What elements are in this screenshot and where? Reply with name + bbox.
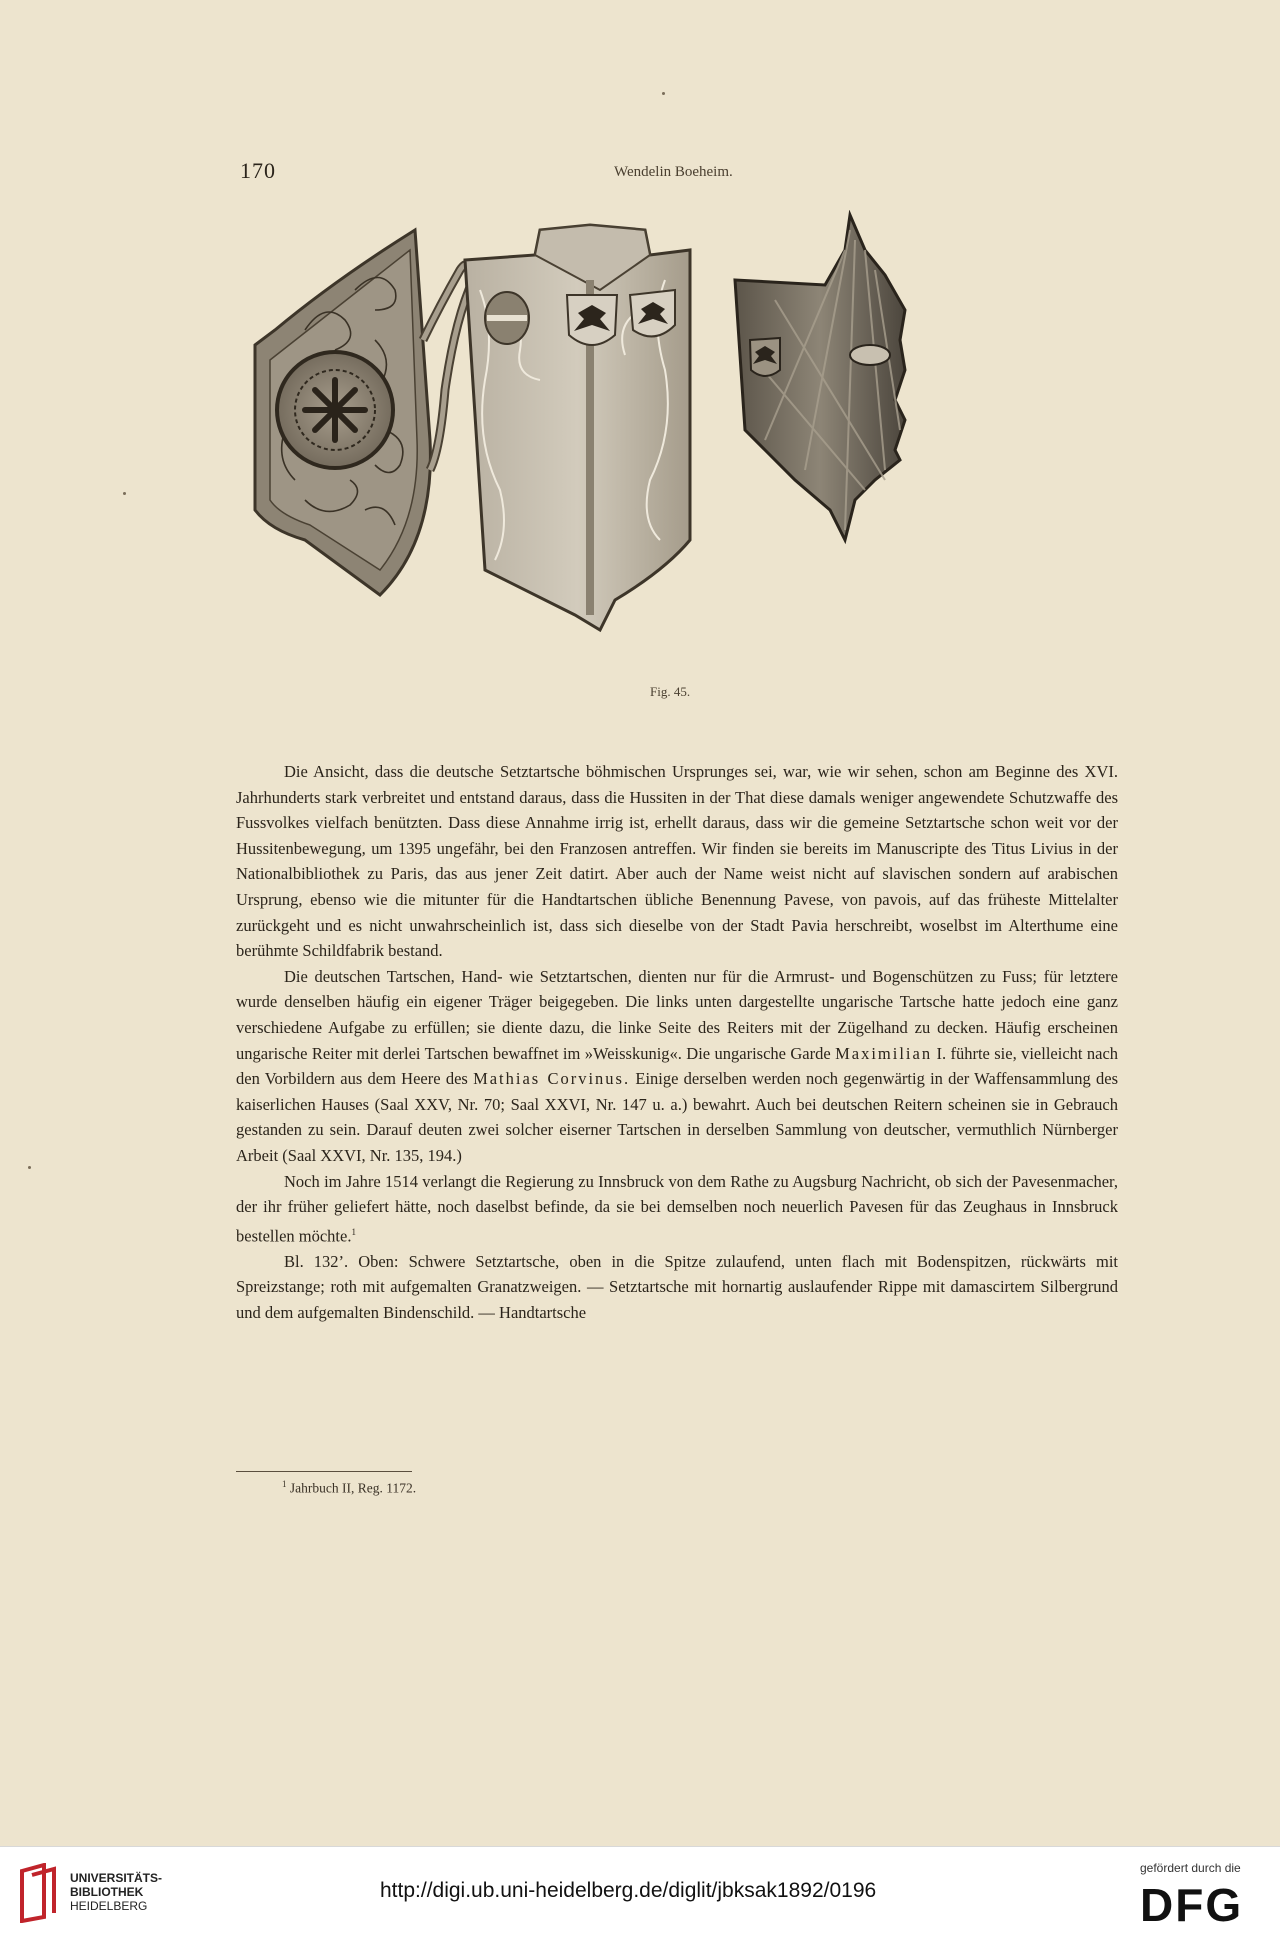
paragraph-text: Einige derselben werden noch gegenwärtig in der Waffensammlung des kaiserlichen Hauses (Saal XXV, Nr. 70; Saal XXVI, Nr. 147 u. a.) bewahrt. Auch bei deutschen Reitern scheinen sie in Gebrauch gestanden zu sein. Darauf deuten zwei solcher eiserner Tartschen in derselben Sammlung von deutscher, vermuthlich Nürnberger Arbeit (Saal XXVI, Nr. 135, 194.) (236, 1069, 1118, 1165)
figure-caption: Fig. 45. (650, 684, 691, 699)
digitization-footer (0, 1846, 1280, 1942)
body-text (236, 759, 1118, 1326)
library-name (70, 1871, 162, 1913)
paragraph: Bl. 132’. Oben: Schwere Setztartsche, oben in die Spitze zulaufend, unten flach mit Bodenspitzen, rückwärts mit Spreizstange; roth mit aufgemalten Granatzweigen. — Setztartsche mit hornartig auslaufender Rippe mit damascirtem Silbergrund und dem aufgemalten Bindenschild. — Handtartsche (236, 1251, 1118, 1322)
hungarian-shield (255, 230, 473, 595)
scan-speck (662, 92, 665, 95)
library-name-line: BIBLIOTHEK (70, 1885, 144, 1899)
footnote (282, 1479, 416, 1497)
library-name-line: UNIVERSITÄTS- (70, 1871, 163, 1885)
funded-by-label: gefördert durch die (1140, 1861, 1241, 1875)
footnote-marker[interactable]: 1 (351, 1226, 356, 1237)
paragraph (236, 1169, 1118, 1249)
page-number: 170 (240, 158, 276, 183)
footnote-text: Jahrbuch II, Reg. 1172. (289, 1480, 417, 1496)
pavise-shield (465, 225, 690, 630)
paragraph-text: Noch im Jahre 1514 verlangt die Regierung zu Innsbruck von dem Rathe zu Augsburg Nachricht, ob sich der Pavesenmacher, der ihr früher geliefert hätte, noch daselbst befinde, da sie bei demselben noch neuerlich Pavesen für das Zeughaus in Innsbruck bestellen möchte. (236, 1171, 1118, 1246)
person-name: Mathias Corvinus. (473, 1069, 631, 1089)
scan-speck (28, 1166, 31, 1169)
fluted-shield (735, 215, 905, 540)
dfg-logo: DFG (1140, 1879, 1244, 1931)
paragraph-text: I. führte sie, vielleicht nach den Vorbildern aus dem Heere des (236, 1043, 1119, 1089)
paragraph: Die Ansicht, dass die deutsche Setztartsche böhmischen Ursprunges sei, war, wie wir sehen, schon am Beginne des XVI. Jahrhunderts stark verbreitet und entstand daraus, dass die Hussiten in der That diese damals weniger angewendete Schutzwaffe des Fussvolkes vielfach benützten. Dass diese Annahme irrig ist, erhellt daraus, dass wir die gemeine Setztartsche schon weit vor der Hussitenbewegung, um 1395 ungefähr, bei den Franzosen antreffen. Wir finden sie bereits im Manuscripte des Titus Livius in der Nationalbibliothek zu Paris, das aus jener Zeit datirt. Aber auch der Name weist nicht auf slavischen sondern auf arabischen Ursprung, ebenso wie die mitunter für die Handtartschen übliche Benennung Pavese, von pavois, auf das früheste Mittelalter zurückgeht und es nicht unwahrscheinlich ist, dass sich dieselbe von der Stadt Pavia herschreibt, woselbst im Alterthume eine berühmte Schildfabrik bestand. (236, 762, 1118, 961)
footnote-rule (236, 1471, 412, 1472)
running-header-author: Wendelin Boeheim. (614, 164, 733, 180)
paragraph (236, 964, 1118, 1169)
university-library-logo-icon (14, 1863, 60, 1923)
permalink-url[interactable]: http://digi.ub.uni-heidelberg.de/diglit/jbksak1892/0196 (380, 1879, 877, 1902)
shields-illustration (245, 210, 1125, 730)
library-name-line: HEIDELBERG (70, 1899, 148, 1913)
person-name: Maximilian (835, 1043, 933, 1063)
footnote-number: 1 (282, 1479, 287, 1489)
paragraph-text: Die deutschen Tartschen, Hand- wie Setztartschen, dienten nur für die Armrust- und Bogenschützen zu Fuss; für letztere wurde denselben häufig ein eigener Träger beigegeben. Die links unten dargestellte ungarische Tartsche hatte jedoch eine ganz verschiedene Aufgabe zu erfüllen; sie diente dazu, die linke Seite des Reiters mit der Zügelhand zu decken. Häufig erscheinen ungarische Reiter mit derlei Tartschen bewaffnet im »Weisskunig«. Die ungarische Garde (236, 966, 1118, 1063)
scan-speck (123, 492, 126, 495)
